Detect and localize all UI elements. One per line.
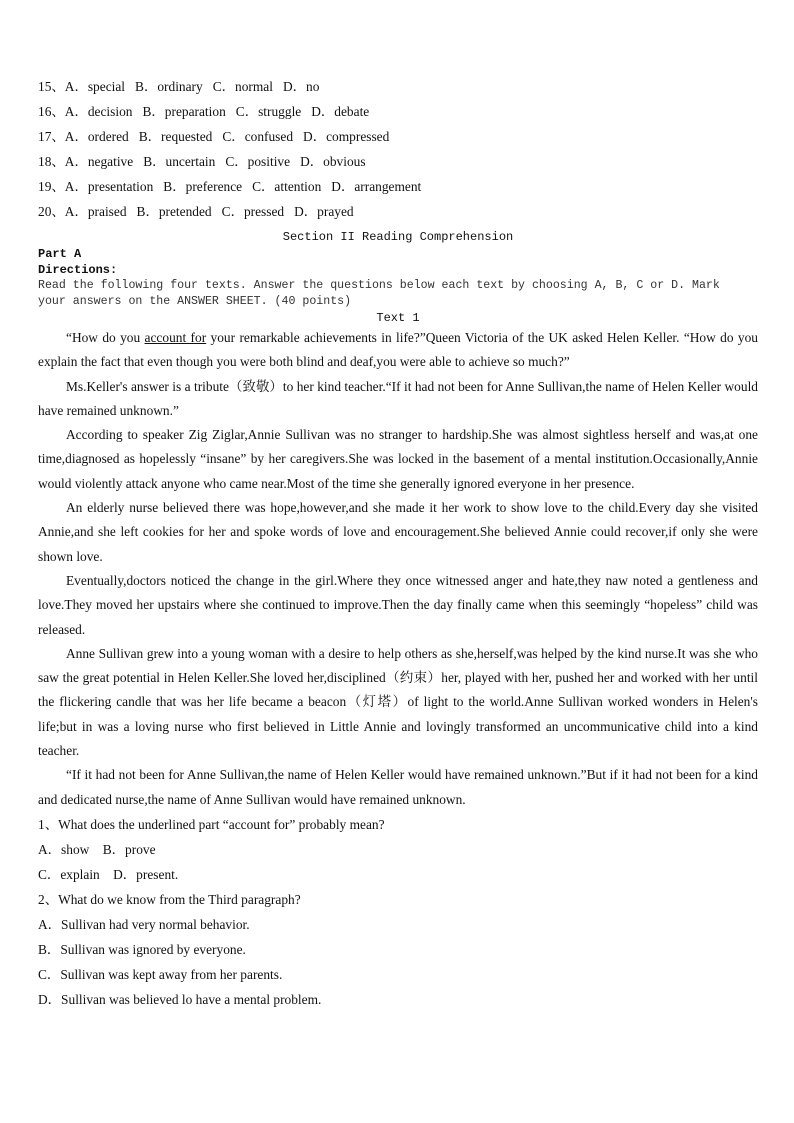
directions-text-line-2: your answers on the ANSWER SHEET. (40 points) xyxy=(38,295,352,308)
option-d: D．debate xyxy=(311,104,370,119)
option-c: C．pressed xyxy=(221,204,285,219)
text-title: Text 1 xyxy=(376,311,420,325)
paragraph-3: According to speaker Zig Ziglar,Annie Sullivan was no stranger to hardship.She was almost sightless herself and was,at one time,diagnosed as hopelessly “insane” by her caregivers.She was locked in the basement of a mental institution.Occasionally,Annie would violently attack anyone who came near.Most of the time she generally ignored everyone in her presence. xyxy=(38,427,758,491)
question-2-option-d: D．Sullivan was believed lo have a mental problem. xyxy=(38,991,322,1007)
paragraph-2: Ms.Keller's answer is a tribute（致敬）to her kind teacher.“If it had not been for Anne Sullivan,the name of Helen Keller would have remained unknown.” xyxy=(38,378,758,418)
vocab-question-16 xyxy=(38,99,758,124)
option-b: B．pretended xyxy=(136,204,212,219)
option-c: C．positive xyxy=(225,154,291,169)
paragraph-1 xyxy=(38,326,758,375)
question-number: 17、 xyxy=(38,129,65,144)
part-label: Part A xyxy=(38,247,82,261)
option-c: C．attention xyxy=(252,179,322,194)
option-c: C．normal xyxy=(212,79,273,94)
section-title: Section II Reading Comprehension xyxy=(282,230,514,244)
option-d: D．compressed xyxy=(303,129,390,144)
question-number: 16、 xyxy=(38,104,65,119)
option-a: A．decision xyxy=(64,104,133,119)
question-number: 19、 xyxy=(38,179,65,194)
option-a: A．praised xyxy=(64,204,127,219)
option-b: B．preference xyxy=(163,179,243,194)
comprehension-questions xyxy=(38,812,758,1012)
paragraph-1-start: “How do you xyxy=(66,330,145,345)
directions-text-line-1: Read the following four texts. Answer the questions below each text by choosing A, B, C or D. Mark xyxy=(38,279,720,292)
option-d: D．prayed xyxy=(294,204,354,219)
question-1: 1、What does the underlined part “account for” probably mean? xyxy=(38,816,385,832)
question-number: 20、 xyxy=(38,204,65,219)
option-a: A．negative xyxy=(64,154,134,169)
text-1-passage xyxy=(38,326,758,812)
vocab-question-17 xyxy=(38,124,758,149)
paragraph-5: Eventually,doctors noticed the change in the girl.Where they once witnessed anger and hate,they naw noted a gentleness and love.They moved her upstairs where she continued to improve.Then the day finally came when this seemingly “hopeless” child was released. xyxy=(38,572,758,637)
question-2-option-c: C．Sullivan was kept away from her parents. xyxy=(38,966,283,982)
vocab-question-18 xyxy=(38,149,758,174)
question-1-options-row-1: A．show B．prove xyxy=(38,841,156,857)
option-b: B．uncertain xyxy=(143,154,216,169)
option-a: A．special xyxy=(64,79,126,94)
vocab-question-15 xyxy=(38,74,758,99)
paragraph-4: An elderly nurse believed there was hope,however,and she made it her work to show love to the child.Every day she visited Annie,and she left cookies for her and spoke words of love and encouragement.She believed Annie could recover,if only she were shown love. xyxy=(38,500,758,564)
question-number: 18、 xyxy=(38,154,65,169)
option-b: B．preparation xyxy=(142,104,226,119)
vocab-question-19 xyxy=(38,174,758,199)
option-c: C．confused xyxy=(222,129,294,144)
question-2-option-b: B．Sullivan was ignored by everyone. xyxy=(38,941,246,957)
option-b: B．requested xyxy=(138,129,213,144)
question-number: 15、 xyxy=(38,79,65,94)
directions-label: Directions: xyxy=(38,263,118,277)
vocab-questions xyxy=(38,74,758,224)
option-d: D．obvious xyxy=(300,154,366,169)
document-page xyxy=(38,74,758,1012)
paragraph-6: Anne Sullivan grew into a young woman with a desire to help others as she,herself,was helped by the kind nurse.It was she who saw the great potential in Helen Keller.She loved her,disciplined（约束）her, played with her, pushed her and worked with her until the flickering candle that was her life became a beacon（灯塔）of light to the world.Anne Sullivan worked wonders in Helen's life;but in was a loving nurse who first believed in Little Annie and lovingly transformed an uncommunicative child into a kind teacher. xyxy=(38,645,758,759)
vocab-question-20 xyxy=(38,199,758,224)
paragraph-1-rest: your remarkable achievements in life?”Queen Victoria of the UK asked Helen Keller. “How do you explain the fact that even though you were both blind and deaf,you were able to achieve so much?” xyxy=(38,330,758,370)
option-b: B．ordinary xyxy=(135,79,203,94)
question-2-option-a: A．Sullivan had very normal behavior. xyxy=(38,916,250,932)
question-1-options-row-2: C．explain D．present. xyxy=(38,866,179,882)
section-header xyxy=(38,228,758,326)
paragraph-7: “If it had not been for Anne Sullivan,the name of Helen Keller would have remained unknown.”But if it had not been for a kind and dedicated nurse,the name of Anne Sullivan would have remained unknown. xyxy=(38,767,758,807)
option-a: A．presentation xyxy=(64,179,154,194)
option-c: C．struggle xyxy=(235,104,302,119)
option-a: A．ordered xyxy=(64,129,129,144)
question-2: 2、What do we know from the Third paragraph? xyxy=(38,891,301,907)
underlined-phrase: account for xyxy=(144,330,207,345)
option-d: D．arrangement xyxy=(331,179,422,194)
option-d: D．no xyxy=(282,79,320,94)
